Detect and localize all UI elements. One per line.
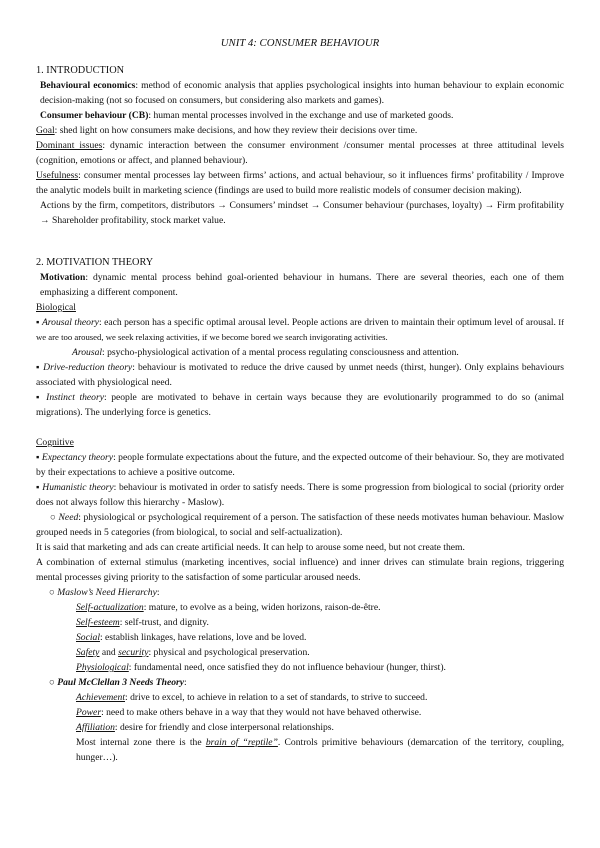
maslow-item: [36, 600, 564, 615]
maslow-item: [36, 630, 564, 645]
maslow-joiner: and: [99, 647, 119, 658]
profitability-chain: Actions by the firm, competitors, distributors → Consumers’ mindset → Consumer behaviour (purchases, loyalty) → Firm profitability → Shareholder profitability, stock market value.: [40, 200, 564, 226]
need-paragraph: ○ Need: physiological or psychological requirement of a person. The satisfaction of these needs motivates human behaviour. Maslow grouped needs in 5 categories (from biological, to social and self-actualization).: [36, 512, 564, 538]
mcclellan-text: : drive to excel, to achieve in relation to a set of standards, to strive to succeed.: [125, 692, 428, 703]
maslow-term: Social: [76, 632, 100, 643]
arousal-theory-note: If we are too aroused, we seek relaxing activities, if we become bored we search invigorating activities.: [36, 317, 564, 342]
section-heading-motivation: 2. MOTIVATION THEORY: [36, 257, 154, 268]
maslow-text: : establish linkages, have relations, love and be loved.: [99, 632, 307, 643]
maslow-term: Safety: [76, 647, 100, 658]
humanistic-text: : behaviour is motivated in order to satisfy needs. There is some progression from biological to social (priority order does not always follow this hierarchy - Maslow).: [36, 482, 564, 508]
document-title: UNIT 4: CONSUMER BEHAVIOUR: [220, 37, 380, 49]
humanistic-paragraph: ▪ Humanistic theory: behaviour is motivated in order to satisfy needs. There is some progression from biological to social (priority order does not always follow this hierarchy - Maslow).: [36, 482, 564, 508]
document-page: [36, 36, 564, 765]
biological-label: Biological: [36, 302, 76, 313]
maslow-text: : mature, to evolve as a being, widen horizons, raison-de-être.: [143, 602, 381, 613]
goal-label: Goal: [36, 125, 55, 136]
goal-text: : shed light on how consumers make decisions, and how they review their decisions over time.: [54, 125, 418, 136]
dominant-issues-label: Dominant issues: [36, 140, 103, 151]
maslow-term: Physiological: [76, 662, 129, 673]
maslow-term-secondary: security: [118, 647, 149, 658]
brain-reptile-paragraph: [36, 735, 564, 765]
expectancy-text: : people formulate expectations about the future, and the expected outcome of their behaviour. So, they are motivated by their expectations to achieve a positive outcome.: [36, 452, 564, 478]
consumer-behaviour-definition: : human mental processes involved in the exchange and use of marketed goods.: [148, 110, 454, 121]
motivation-paragraph: [36, 270, 564, 300]
instinct-paragraph: ▪ Instinct theory: people are motivated to behave in certain ways because they are evolutionarily programmed to do so (animal migrations). The underlying force is genetics.: [36, 392, 564, 418]
need-term: Need: [58, 512, 79, 523]
drive-reduction-paragraph: ▪ Drive-reduction theory: behaviour is motivated to reduce the drive caused by unmet needs (thirst, hunger). Only explains behaviours associated with physiological need.: [36, 362, 564, 388]
dominant-issues-text: : dynamic interaction between the consumer environment /consumer mental processes at three attitudinal levels (cognition, emotions or affect, and planned behaviour).: [36, 140, 565, 166]
mcclellan-item: [36, 705, 564, 720]
motivation-term: Motivation: [40, 272, 86, 283]
arousal-theory-text: : each person has a specific optimal arousal level. People actions are driven to maintain their optimum level of arousal.: [98, 317, 556, 328]
arousal-definition: : psycho-physiological activation of a mental process regulating consciousness and attention.: [102, 347, 459, 358]
behavioural-economics-definition: : method of economic analysis that applies psychological insights into human behaviour to explain economic decision-making (not so focused on consumers, but considering also markets and games).: [40, 80, 564, 106]
motivation-definition: : dynamic mental process behind goal-oriented behaviour in humans. There are several theories, each one of them emphasizing a different component.: [40, 272, 564, 298]
mcclellan-text: : desire for friendly and close interpersonal relationships.: [114, 722, 334, 733]
maslow-text: : self-trust, and dignity.: [119, 617, 209, 628]
mcclellan-heading: ○ Paul McClellan 3 Needs Theory:: [49, 677, 187, 688]
paragraph-spacer: [36, 420, 564, 435]
brain-reptile-term: brain of “reptile”: [205, 737, 278, 748]
mcclellan-title: Paul McClellan 3 Needs Theory: [57, 677, 185, 688]
drive-reduction-text: : behaviour is motivated to reduce the drive caused by unmet needs (thirst, hunger). Only explains behaviours associated with physiological need.: [36, 362, 564, 388]
usefulness-label: Usefulness: [36, 170, 79, 181]
cognitive-label: Cognitive: [36, 437, 74, 448]
goal-paragraph: [36, 123, 564, 138]
mcclellan-item: [36, 720, 564, 735]
expectancy-paragraph: ▪ Expectancy theory: people formulate expectations about the future, and the expected outcome of their behaviour. So, they are motivated by their expectations to achieve a positive outcome.: [36, 452, 564, 478]
instinct-term: Instinct theory: [46, 392, 104, 403]
brain-pretext: Most internal zone there is the: [76, 737, 206, 748]
mcclellan-term: Achievement: [76, 692, 126, 703]
mcclellan-term: Affiliation: [76, 722, 115, 733]
arousal-theory-term: Arousal theory: [41, 317, 99, 328]
maslow-text: : physical and psychological preservation.: [148, 647, 310, 658]
drive-reduction-term: Drive-reduction theory: [43, 362, 133, 373]
maslow-term: Self-actualization: [76, 602, 144, 613]
mcclellan-text: : need to make others behave in a way that they would not have behaved otherwise.: [101, 707, 422, 718]
arousal-term: Arousal: [72, 347, 103, 358]
maslow-text: : fundamental need, once satisfied they do not influence behaviour (hunger, thirst).: [128, 662, 446, 673]
mcclellan-item: [36, 690, 564, 705]
need-text: : physiological or psychological requirement of a person. The satisfaction of these needs motivates human behaviour. Maslow grouped needs in 5 categories (from biological, to social and self-actualization).: [36, 512, 564, 538]
maslow-heading: ○ Maslow’s Need Hierarchy:: [49, 587, 160, 598]
artificial-needs-paragraph: It is said that marketing and ads can create artificial needs. It can help to arouse some need, but not create them.: [36, 542, 465, 553]
instinct-text: : people are motivated to behave in certain ways because they are evolutionarily programmed to do so (animal migrations). The underlying force is genetics.: [36, 392, 564, 418]
expectancy-term: Expectancy theory: [41, 452, 114, 463]
section-spacer: [36, 228, 564, 255]
usefulness-paragraph: [36, 168, 564, 198]
arousal-paragraph: [36, 345, 564, 360]
combination-paragraph: A combination of external stimulus (marketing incentives, social influence) and inner drives can stimulate brain regions, triggering mental processes giving priority to the satisfaction of some particular aroused needs.: [36, 557, 564, 583]
behavioural-economics-term: Behavioural economics: [40, 80, 136, 91]
section-heading-introduction: 1. INTRODUCTION: [36, 65, 125, 76]
maslow-item: [36, 645, 564, 660]
behavioural-economics-paragraph: [36, 78, 564, 108]
usefulness-text: : consumer mental processes lay between firms’ actions, and actual behaviour, so it influences firms’ profitability / Improve the analytic models built in marketing science (findings are used to build more realistic models of consumer decision making).: [36, 170, 564, 196]
maslow-item: [36, 660, 564, 675]
brain-reptile-text: . Controls primitive behaviours (demarcation of the territory, coupling, hunger…).: [76, 737, 564, 763]
humanistic-term: Humanistic theory: [42, 482, 114, 493]
consumer-behaviour-term: Consumer behaviour (CB): [40, 110, 149, 121]
arousal-theory-paragraph: ▪ Arousal theory: each person has a specific optimal arousal level. People actions are driven to maintain their optimum level of arousal. If we are too aroused, we seek relaxing activities, if we become bored we search invigorating activities.: [36, 317, 564, 342]
maslow-item: [36, 615, 564, 630]
consumer-behaviour-paragraph: [36, 108, 564, 123]
mcclellan-term: Power: [76, 707, 102, 718]
maslow-title: Maslow’s Need Hierarchy: [57, 587, 157, 598]
maslow-term: Self-esteem: [76, 617, 120, 628]
dominant-issues-paragraph: [36, 138, 564, 168]
